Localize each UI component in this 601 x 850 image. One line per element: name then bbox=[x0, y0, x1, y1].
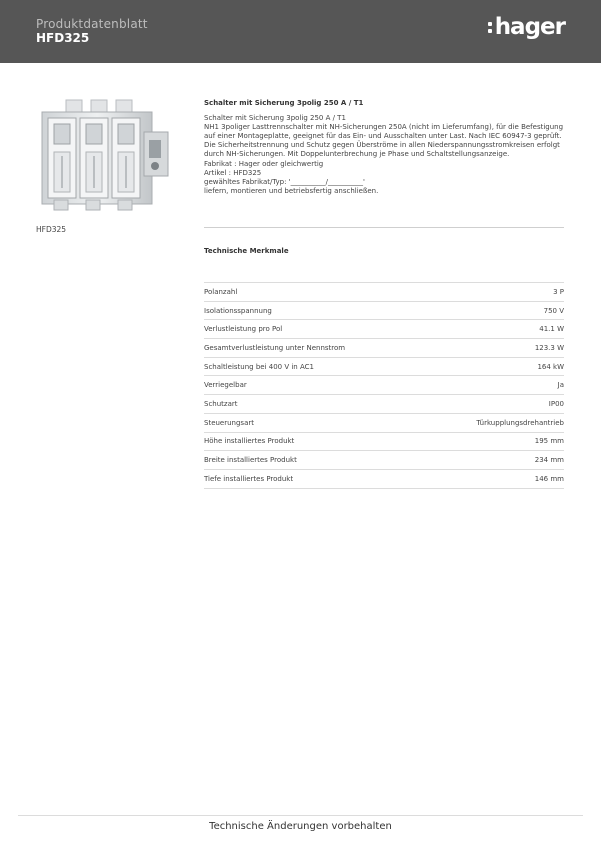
spec-row bbox=[204, 358, 564, 377]
spec-label: Breite installiertes Produkt bbox=[204, 456, 297, 465]
spec-label: Verriegelbar bbox=[204, 381, 247, 390]
spec-label: Schaltleistung bei 400 V in AC1 bbox=[204, 362, 314, 371]
spec-row bbox=[204, 302, 564, 321]
product-description bbox=[204, 99, 564, 196]
spec-value: 146 mm bbox=[534, 474, 564, 483]
product-image bbox=[36, 96, 176, 214]
spec-table bbox=[204, 282, 564, 489]
spec-value: 195 mm bbox=[534, 437, 564, 446]
spec-label: Isolationsspannung bbox=[204, 306, 272, 315]
spec-value: 3 P bbox=[553, 287, 564, 296]
spec-value: 750 V bbox=[543, 306, 564, 315]
spec-value: Türkupplungsdrehantrieb bbox=[476, 418, 564, 427]
description-line: Fabrikat : Hager oder gleichwertig bbox=[204, 159, 324, 168]
spec-value: 234 mm bbox=[534, 456, 564, 465]
spec-row bbox=[204, 470, 564, 489]
spec-row bbox=[204, 433, 564, 452]
spec-row bbox=[204, 320, 564, 339]
description-line: Schalter mit Sicherung 3polig 250 A / T1 bbox=[204, 114, 346, 123]
spec-label: Verlustleistung pro Pol bbox=[204, 325, 283, 334]
spec-row bbox=[204, 451, 564, 470]
spec-value: 123.3 W bbox=[534, 343, 564, 352]
spec-label: Gesamtverlustleistung unter Nennstrom bbox=[204, 343, 346, 352]
fuse-switch-disconnector-icon bbox=[36, 96, 176, 214]
description-line: Artikel : HFD325 bbox=[204, 168, 262, 177]
description-title: Schalter mit Sicherung 3polig 250 A / T1 bbox=[204, 99, 364, 107]
spec-row bbox=[204, 414, 564, 433]
spec-value: 164 kW bbox=[537, 362, 564, 371]
spec-label: Polanzahl bbox=[204, 287, 238, 296]
spec-value: 41.1 W bbox=[539, 325, 564, 334]
image-caption: HFD325 bbox=[36, 225, 67, 234]
page-header bbox=[0, 0, 601, 63]
description-line: NH1 3poliger Lasttrennschalter mit NH-Sicherungen 250A (nicht im Lieferumfang), für die Befestigung auf einer Montageplatte, geeignet für das Ein- und Ausschalten unter Last. Nach IEC 60947-3 geprüft. Die Sicherheitstrennung und Schutz gegen Überströme in allen Niederspannungsstromkreisen erfolgt durch NH-Sicherungen. Mit Doppelunterbrechung je Phase und Schaltstellungsanzeige. bbox=[204, 123, 564, 159]
spec-label: Steuerungsart bbox=[204, 418, 254, 427]
footer-divider bbox=[18, 815, 583, 816]
spec-row bbox=[204, 339, 564, 358]
spec-row bbox=[204, 376, 564, 395]
divider bbox=[204, 227, 564, 228]
logo-text: hager bbox=[494, 14, 565, 40]
spec-row bbox=[204, 282, 564, 302]
description-line: liefern, montieren und betriebsfertig anschließen. bbox=[204, 186, 379, 195]
spec-value: IP00 bbox=[548, 399, 564, 408]
technical-features-title: Technische Merkmale bbox=[204, 247, 289, 255]
spec-label: Schutzart bbox=[204, 399, 238, 408]
spec-row bbox=[204, 395, 564, 414]
footer-note: Technische Änderungen vorbehalten bbox=[209, 821, 392, 832]
product-code: HFD325 bbox=[36, 31, 90, 45]
spec-label: Tiefe installiertes Produkt bbox=[204, 474, 294, 483]
document-type: Produktdatenblatt bbox=[36, 17, 148, 31]
hager-logo bbox=[488, 14, 565, 40]
spec-label: Höhe installiertes Produkt bbox=[204, 437, 295, 446]
spec-value: Ja bbox=[557, 381, 564, 390]
logo-colon-icon bbox=[488, 19, 494, 35]
description-line: gewähltes Fabrikat/Typ: '__________/__________' bbox=[204, 177, 365, 186]
